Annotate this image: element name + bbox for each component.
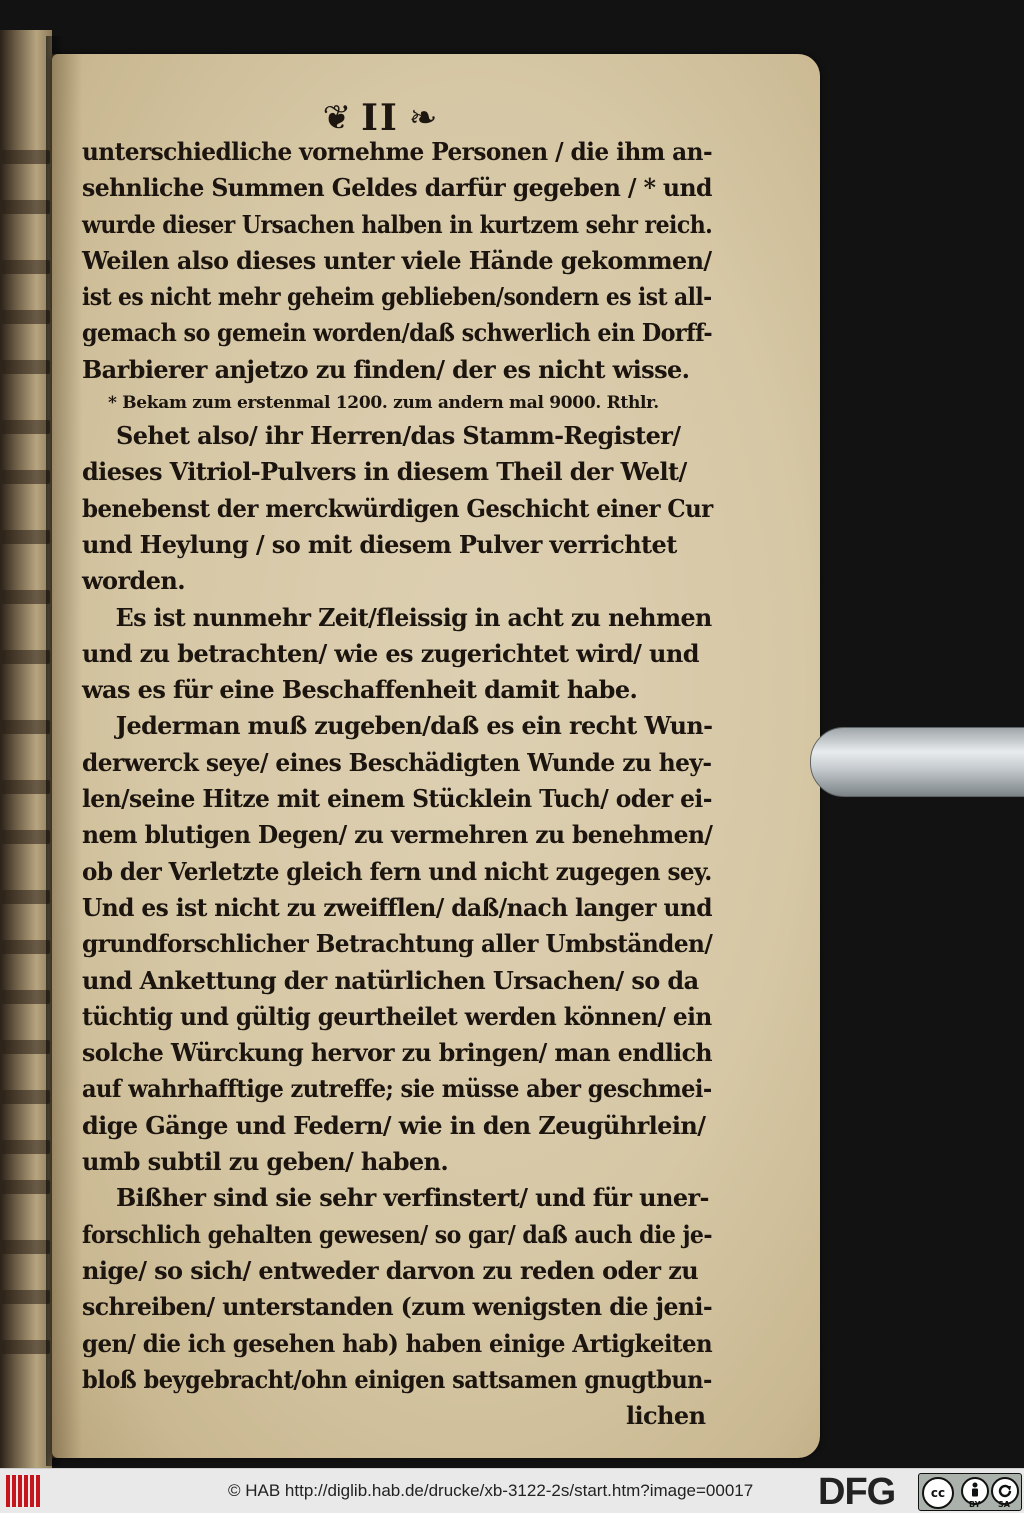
copyright-link[interactable]: © HAB http://diglib.hab.de/drucke/xb-3122-2s/start.htm?image=00017: [228, 1481, 754, 1500]
text-line: ist es nicht mehr geheim geblieben/sondern es ist all-: [82, 282, 712, 312]
text-line: Barbierer anjetzo zu finden/ der es nicht wisse.: [82, 354, 690, 384]
page-number-text: II: [361, 97, 399, 139]
cc-license-badge[interactable]: [918, 1473, 1022, 1511]
page-text: [82, 134, 713, 1434]
text-line: grundforschlicher Betrachtung aller Umbständen/: [82, 929, 713, 959]
text-line: Jederman muß zugeben/daß es ein recht Wun-: [115, 711, 713, 741]
text-line: benebenst der merckwürdigen Geschicht einer Cur: [82, 493, 713, 523]
text-line: und zu betrachten/ wie es zugerichtet wird/ und: [82, 638, 699, 668]
text-line: wurde dieser Ursachen halben in kurtzem sehr reich.: [82, 209, 713, 239]
text-line: solche Würckung hervor zu bringen/ man endlich: [82, 1038, 713, 1068]
text-line: gen/ die ich gesehen hab) haben einige Artigkeiten: [82, 1328, 713, 1358]
text-line: Sehet also/ ihr Herren/das Stamm-Register/: [116, 421, 681, 451]
page-clip: [810, 727, 1024, 797]
text-line: und Heylung / so mit diesem Pulver verrichtet: [82, 529, 677, 559]
text-line: und Ankettung der natürlichen Ursachen/ so da: [82, 965, 699, 995]
text-line: worden.: [82, 566, 185, 596]
text-line: umb subtil zu geben/ haben.: [82, 1147, 449, 1177]
text-line: dige Gänge und Federn/ wie in den Zeugührlein/: [82, 1110, 706, 1140]
text-line: Weilen also dieses unter viele Hände gekommen/: [82, 245, 712, 275]
ornament-right-icon: ❧: [408, 98, 438, 138]
hab-logo-icon: [6, 1475, 40, 1507]
text-line: nige/ so sich/ entweder darvon zu reden oder zu: [82, 1255, 699, 1285]
text-line: schreiben/ unterstanden (zum wenigsten die jeni-: [82, 1292, 713, 1322]
viewer-footer: [0, 1468, 1024, 1513]
text-line: nem blutigen Degen/ zu vermehren zu benehmen/: [82, 820, 713, 850]
text-line: Es ist nunmehr Zeit/fleissig in acht zu nehmen: [115, 602, 712, 632]
sa-label: SA: [998, 1500, 1010, 1509]
text-line: sehnliche Summen Geldes darfür gegeben / * und: [82, 173, 712, 203]
text-line: Und es ist nicht zu zweifflen/ daß/nach langer und: [82, 892, 712, 922]
text-line: tüchtig und gültig geurtheilet werden können/ ein: [82, 1001, 712, 1031]
dfg-logo: DFG: [818, 1471, 896, 1513]
text-line: unterschiedliche vornehme Personen / die ihm an-: [82, 137, 713, 166]
text-line: len/seine Hitze mit einem Stücklein Tuch/ oder ei-: [82, 784, 712, 814]
text-line: ob der Verletzte gleich fern und nicht zugegen sey.: [82, 856, 712, 886]
text-line: Bißher sind sie sehr verfinstert/ und für uner-: [116, 1183, 709, 1213]
text-line: derwerck seye/ eines Beschädigten Wunde zu hey-: [82, 747, 712, 777]
text-line: auf wahrhafftige zutreffe; sie müsse aber geschmei-: [82, 1074, 712, 1104]
text-line: dieses Vitriol-Pulvers in diesem Theil der Welt/: [82, 457, 687, 487]
previous-page-edge: [0, 30, 52, 1468]
text-line: gemach so gemein worden/daß schwerlich ein Dorff-: [82, 318, 713, 348]
text-line: forschlich gehalten gewesen/ so gar/ daß auch die je-: [82, 1219, 713, 1249]
text-line: bloß beygebracht/ohn einigen sattsamen gnugtbun-: [82, 1364, 712, 1394]
catchword: lichen: [626, 1401, 706, 1431]
cc-icon: cc: [922, 1477, 954, 1509]
ornament-left-icon: ❦: [322, 98, 352, 138]
footnote: * Bekam zum erstenmal 1200. zum andern mal 9000. Rthlr.: [108, 393, 659, 414]
by-label: BY: [969, 1500, 981, 1509]
text-line: was es für eine Beschaffenheit damit habe.: [82, 675, 638, 705]
